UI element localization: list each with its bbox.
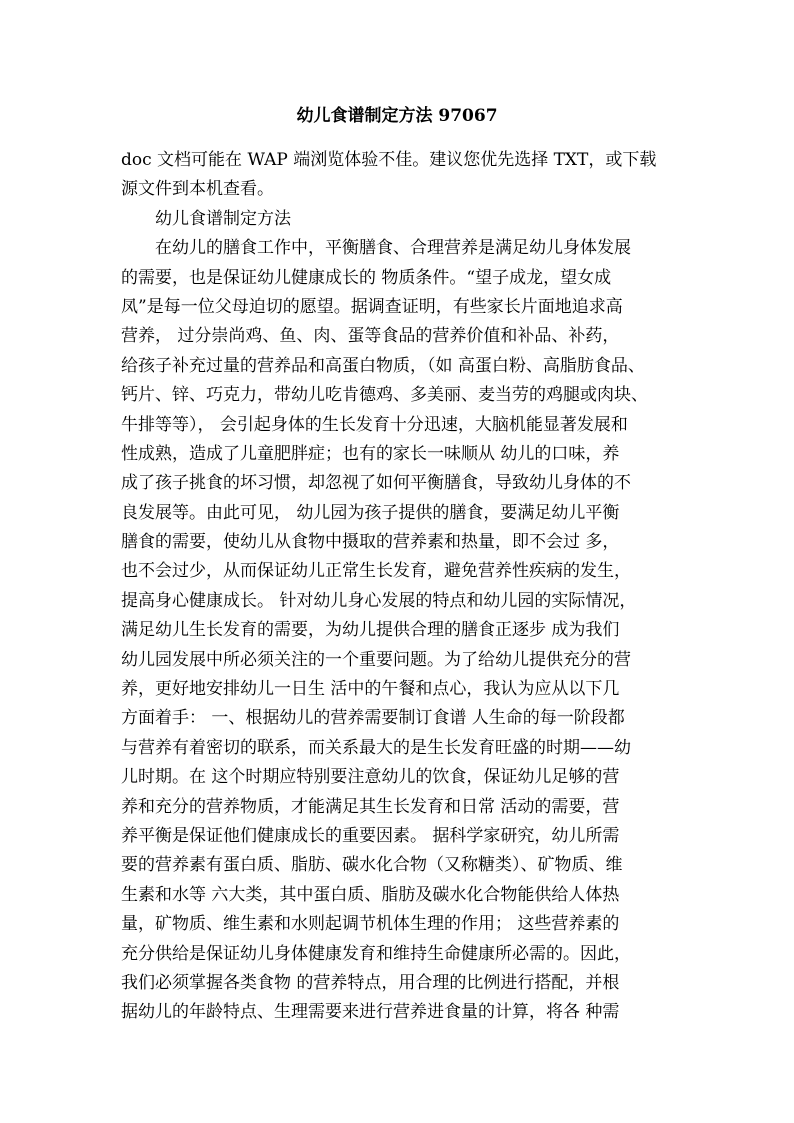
body-line: 钙片、锌、巧克力，带幼儿吃肯德鸡、多美丽、麦当劳的鸡腿或肉块、 bbox=[121, 385, 648, 406]
body-line: 据幼儿的年龄特点、生理需要来进行营养进食量的计算，将各 种需 bbox=[121, 1002, 620, 1023]
body-line: 给孩子补充过量的营养品和高蛋白物质，（如 高蛋白粉、高脂肪食品、 bbox=[121, 355, 645, 376]
body-line: 成了孩子挑食的坏习惯，却忽视了如何平衡膳食，导致幼儿身体的不 bbox=[121, 473, 631, 494]
body-line: 源文件到本机查看。 bbox=[121, 179, 274, 200]
section-heading: 幼儿食谱制定方法 bbox=[155, 208, 291, 229]
body-line: doc 文档可能在 WAP 端浏览体验不佳。建议您优先选择 TXT，或下载 bbox=[121, 150, 657, 170]
body-line: 营养， 过分崇尚鸡、鱼、肉、蛋等食品的营养价值和补品、补药， bbox=[121, 326, 620, 347]
body-line: 要的营养素有蛋白质、脂肪、碳水化合物（又称糖类）、矿物质、维 bbox=[121, 855, 623, 876]
body-line: 养，更好地安排幼儿一日生 活中的午餐和点心，我认为应从以下几 bbox=[121, 679, 620, 700]
body-line: 生素和水等 六大类，其中蛋白质、脂肪及碳水化合物能供给人体热 bbox=[121, 884, 620, 905]
document-title: 幼儿食谱制定方法 97067 bbox=[296, 106, 498, 126]
body-line: 幼儿园发展中所必须关注的一个重要问题。为了给幼儿提供充分的营 bbox=[121, 649, 631, 670]
body-line: 儿时期。在 这个时期应特别要注意幼儿的饮食，保证幼儿足够的营 bbox=[121, 767, 620, 788]
body-line: 方面着手： 一、根据幼儿的营养需要制订食谱 人生命的每一阶段都 bbox=[121, 708, 625, 729]
body-line: 提高身心健康成长。 针对幼儿身心发展的特点和幼儿园的实际情况， bbox=[121, 590, 637, 611]
body-line: 我们必须掌握各类食物 的营养特点，用合理的比例进行搭配，并根 bbox=[121, 972, 620, 993]
body-line: 与营养有着密切的联系，而关系最大的是生长发育旺盛的时期——幼 bbox=[121, 737, 631, 758]
body-line: 良发展等。由此可见， 幼儿园为孩子提供的膳食，要满足幼儿平衡 bbox=[121, 502, 620, 523]
body-line: 量，矿物质、维生素和水则起调节机体生理的作用； 这些营养素的 bbox=[121, 914, 620, 935]
body-line: 养平衡是保证他们健康成长的重要因素。 据科学家研究，幼儿所需 bbox=[121, 825, 620, 846]
body-line: 凤”是每一位父母迫切的愿望。据调查证明，有些家长片面地追求高 bbox=[121, 296, 623, 317]
body-line: 养和充分的营养物质，才能满足其生长发育和日常 活动的需要，营 bbox=[121, 796, 620, 817]
body-line: 满足幼儿生长发育的需要，为幼儿提供合理的膳食正逐步 成为我们 bbox=[121, 620, 620, 641]
body-line: 性成熟，造成了儿童肥胖症；也有的家长一味顺从 幼儿的口味，养 bbox=[121, 443, 620, 464]
body-line: 在幼儿的膳食工作中，平衡膳食、合理营养是满足幼儿身体发展 bbox=[155, 238, 631, 259]
body-line: 牛排等等）， 会引起身体的生长发育十分迅速，大脑机能显著发展和 bbox=[121, 414, 628, 435]
body-line: 膳食的需要，使幼儿从食物中摄取的营养素和热量，即不会过 多， bbox=[121, 532, 620, 553]
document-body bbox=[121, 146, 681, 1028]
body-line: 也不会过少，从而保证幼儿正常生长发育，避免营养性疾病的发生， bbox=[121, 561, 631, 582]
body-line: 充分供给是保证幼儿身体健康发育和维持生命健康所必需的。因此， bbox=[121, 943, 631, 964]
body-line: 的需要，也是保证幼儿健康成长的 物质条件。“望子成龙，望女成 bbox=[121, 267, 612, 288]
